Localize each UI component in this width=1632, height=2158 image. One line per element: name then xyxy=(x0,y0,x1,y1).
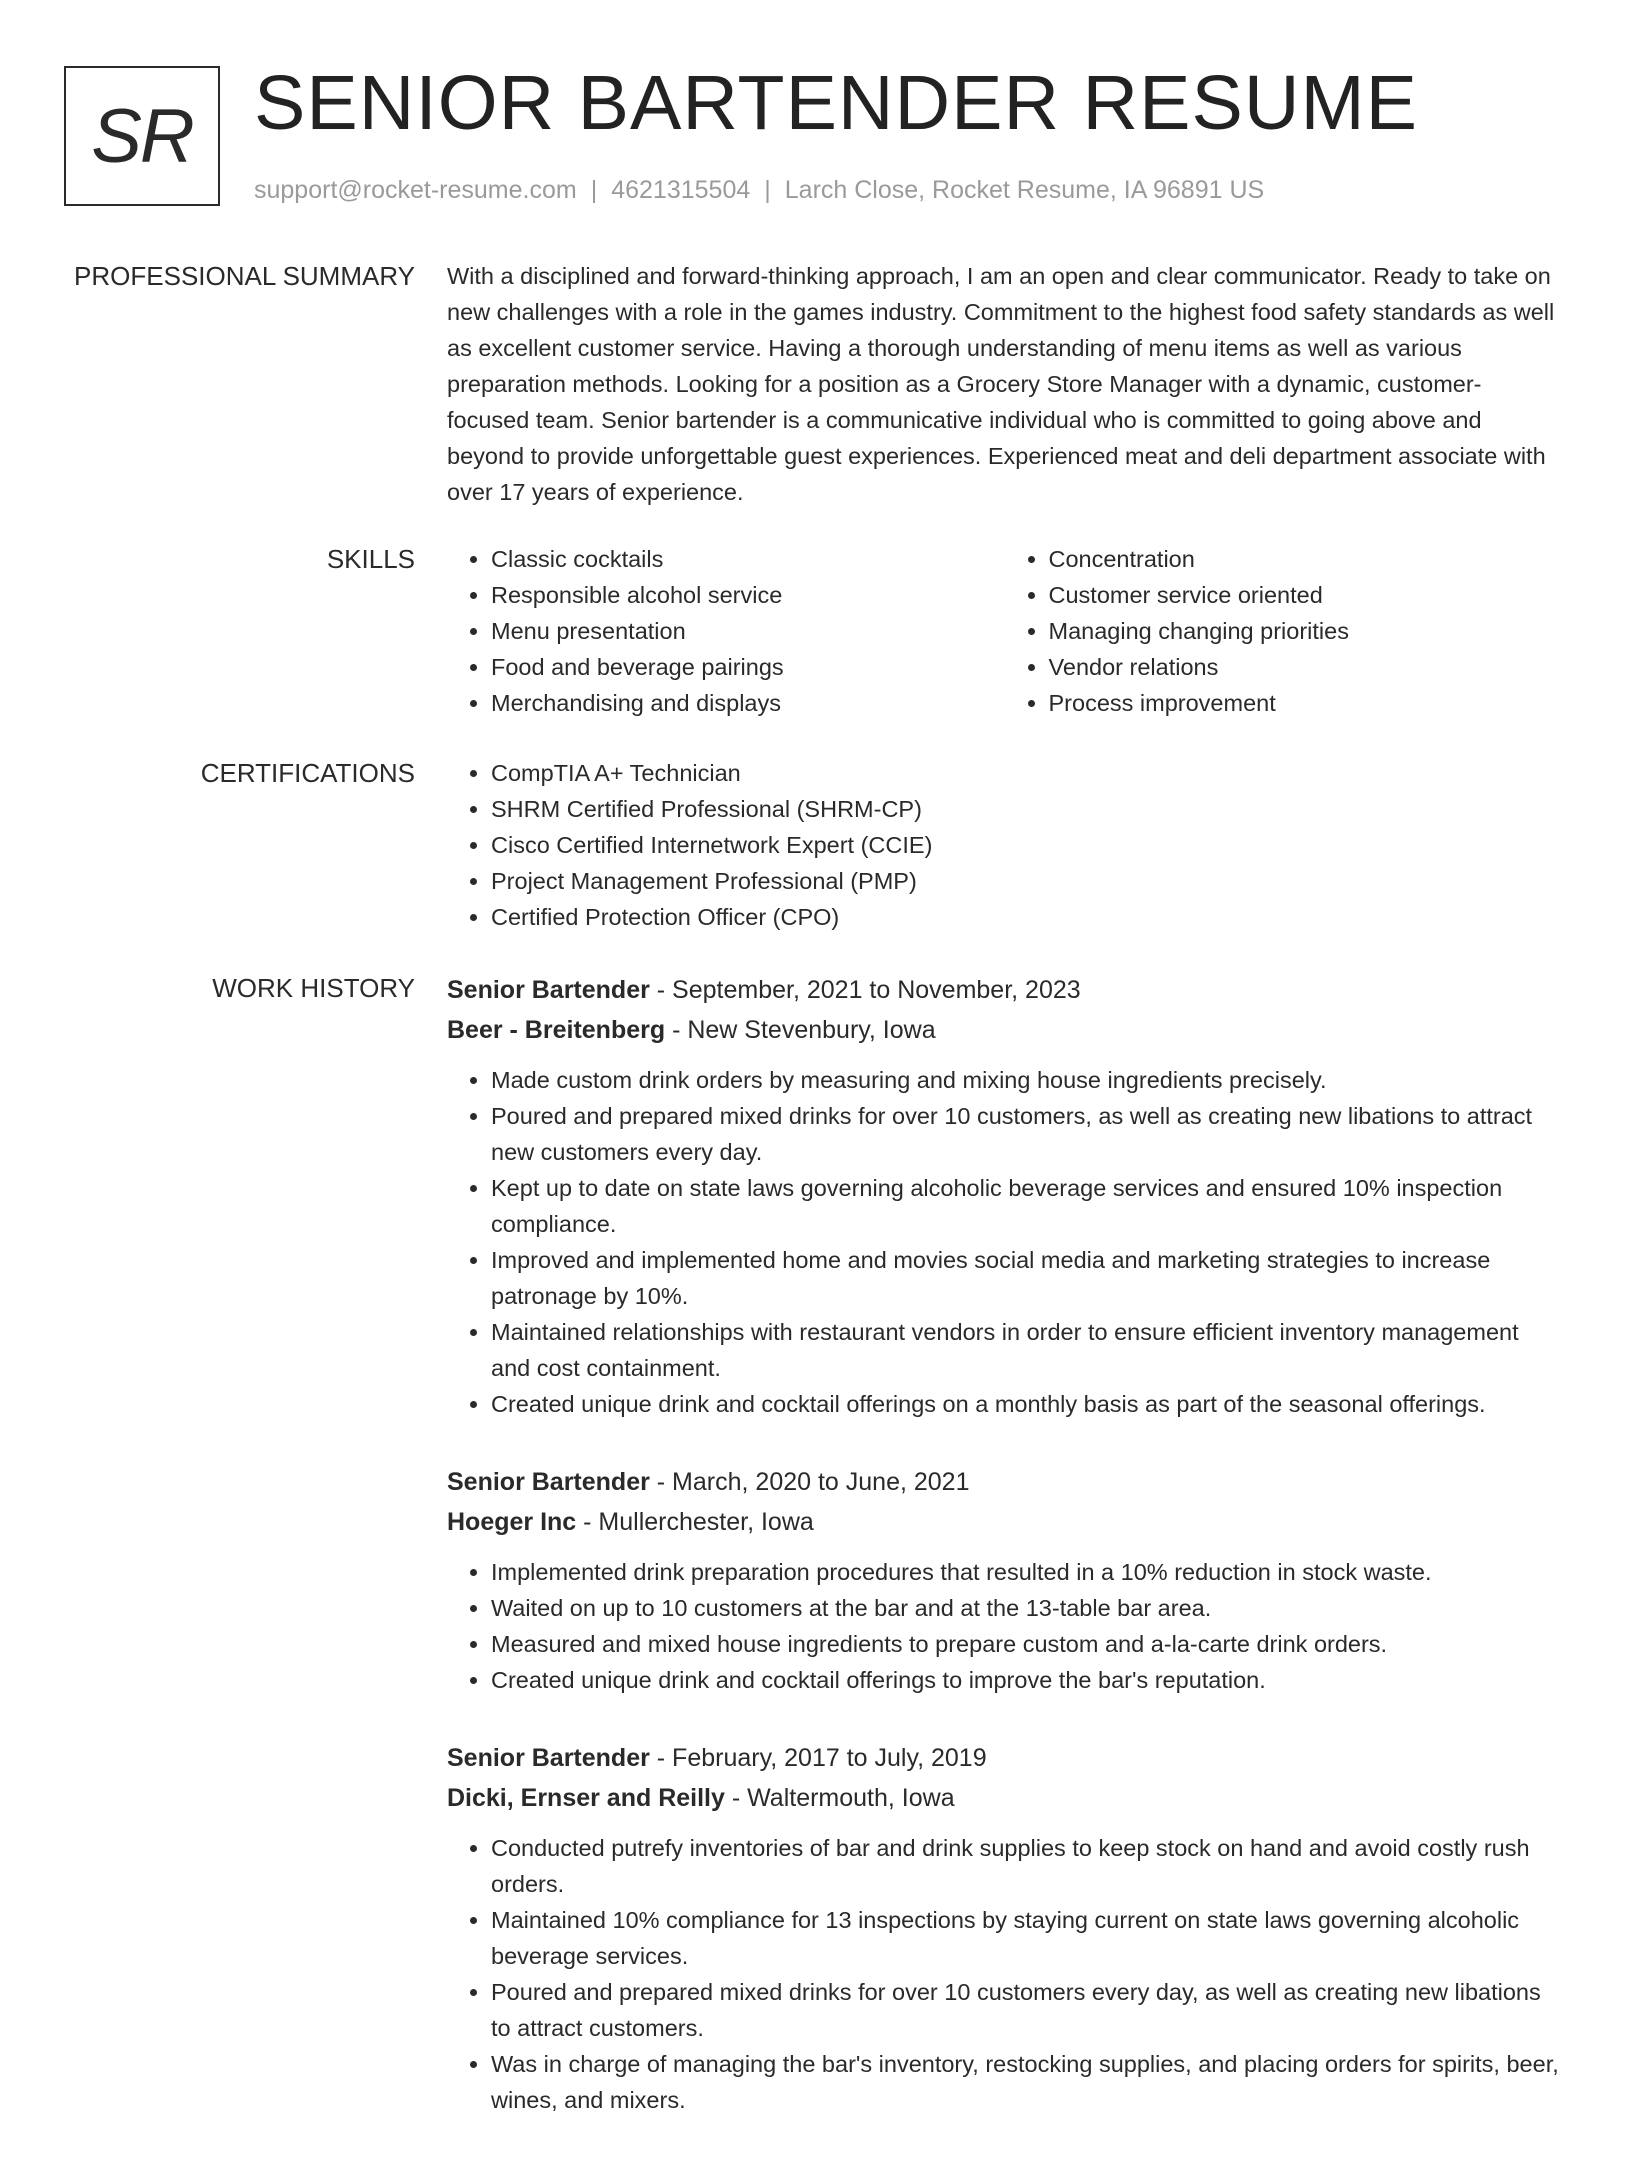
job-title-line xyxy=(447,970,1562,1010)
job-bullet: • Was in charge of managing the bar's inventory, restocking supplies, and placing orders for spirits, beer, wines, and mixers. xyxy=(491,2046,1562,2118)
job-bullet: • Implemented drink preparation procedures that resulted in a 10% reduction in stock waste. xyxy=(491,1554,1562,1590)
skill-item: • Vendor relations xyxy=(1049,649,1563,685)
certification-item: • CompTIA A+ Technician xyxy=(491,755,1562,791)
job-title-line xyxy=(447,1462,1562,1502)
section-label-certifications: CERTIFICATIONS xyxy=(200,758,415,788)
job-company: Hoeger Inc xyxy=(447,1508,577,1536)
monogram-logo: SR xyxy=(64,66,220,206)
section-label-summary: PROFESSIONAL SUMMARY xyxy=(74,261,415,291)
skill-item: • Merchandising and displays xyxy=(491,685,1005,721)
contact-address: Larch Close, Rocket Resume, IA 96891 US xyxy=(784,176,1265,204)
job-company: Dicki, Ernser and Reilly xyxy=(447,1784,725,1812)
job-bullet: • Maintained 10% compliance for 13 inspections by staying current on state laws governing alcoholic beverage services. xyxy=(491,1902,1562,1974)
job-company-line xyxy=(447,1778,1562,1818)
certification-item: • Project Management Professional (PMP) xyxy=(491,863,1562,899)
summary-text: With a disciplined and forward-thinking approach, I am an open and clear communicator. Ready to take on new challenges with a role in the games industry. Commitment to the highest food safety standards as well as excellent customer service. Having a thorough understanding of menu items as well as various preparation methods. Looking for a position as a Grocery Store Manager with a dynamic, customer-focused team. Senior bartender is a communicative individual who is committed to going above and beyond to provide unforgettable guest experiences. Experienced meat and deli department associate with over 17 years of experience. xyxy=(447,263,1555,505)
job-company-line xyxy=(447,1010,1562,1050)
job-bullet: • Measured and mixed house ingredients to prepare custom and a-la-carte drink orders. xyxy=(491,1626,1562,1662)
skill-item: • Process improvement xyxy=(1049,685,1563,721)
job-entry xyxy=(447,1738,1562,2118)
job-bullet: • Improved and implemented home and movies social media and marketing strategies to increase patronage by 10%. xyxy=(491,1242,1562,1314)
job-bullet: • Poured and prepared mixed drinks for over 10 customers every day, as well as creating new libations to attract customers. xyxy=(491,1974,1562,2046)
skills-list-left xyxy=(447,541,1005,721)
contact-line xyxy=(254,172,1264,208)
job-bullet: • Made custom drink orders by measuring and mixing house ingredients precisely. xyxy=(491,1062,1562,1098)
contact-separator: | xyxy=(764,176,771,204)
contact-separator: | xyxy=(590,176,598,204)
job-bullet: • Created unique drink and cocktail offerings on a monthly basis as part of the seasonal offerings. xyxy=(491,1386,1562,1422)
contact-phone[interactable]: 4621315504 xyxy=(611,176,751,204)
skill-item: • Customer service oriented xyxy=(1049,577,1563,613)
job-bullets xyxy=(447,1554,1562,1698)
job-location: - Mullerchester, Iowa xyxy=(576,1508,814,1536)
job-entry xyxy=(447,970,1562,1422)
job-title: Senior Bartender xyxy=(447,1744,650,1772)
page-title: SENIOR BARTENDER RESUME xyxy=(254,60,1418,146)
job-bullets xyxy=(447,1830,1562,2118)
skill-item: • Responsible alcohol service xyxy=(491,577,1005,613)
certification-item: • Certified Protection Officer (CPO) xyxy=(491,899,1562,935)
skill-item: • Menu presentation xyxy=(491,613,1005,649)
job-entry xyxy=(447,1462,1562,1698)
skill-item: • Concentration xyxy=(1049,541,1563,577)
job-bullet: • Kept up to date on state laws governing alcoholic beverage services and ensured 10% inspection compliance. xyxy=(491,1170,1562,1242)
job-company: Beer - Breitenberg xyxy=(447,1016,666,1044)
job-title: Senior Bartender xyxy=(447,976,650,1004)
job-dates: - March, 2020 to June, 2021 xyxy=(649,1468,970,1496)
skill-item: • Managing changing priorities xyxy=(1049,613,1563,649)
job-title-line xyxy=(447,1738,1562,1778)
job-bullet: • Poured and prepared mixed drinks for over 10 customers, as well as creating new libations to attract new customers every day. xyxy=(491,1098,1562,1170)
job-dates: - September, 2021 to November, 2023 xyxy=(649,976,1081,1004)
job-location: - Waltermouth, Iowa xyxy=(724,1784,955,1812)
job-dates: - February, 2017 to July, 2019 xyxy=(649,1744,987,1772)
job-bullets xyxy=(447,1062,1562,1422)
job-bullet: • Created unique drink and cocktail offerings to improve the bar's reputation. xyxy=(491,1662,1562,1698)
skills-list-right xyxy=(1005,541,1563,721)
certifications-list xyxy=(447,755,1562,935)
skill-item: • Classic cocktails xyxy=(491,541,1005,577)
job-title: Senior Bartender xyxy=(447,1468,650,1496)
contact-email[interactable]: support@rocket-resume.com xyxy=(254,176,577,204)
job-location: - New Stevenbury, Iowa xyxy=(665,1016,936,1044)
job-bullet: • Waited on up to 10 customers at the bar and at the 13-table bar area. xyxy=(491,1590,1562,1626)
skill-item: • Food and beverage pairings xyxy=(491,649,1005,685)
job-bullet: • Conducted putrefy inventories of bar and drink supplies to keep stock on hand and avoid costly rush orders. xyxy=(491,1830,1562,1902)
job-company-line xyxy=(447,1502,1562,1542)
certification-item: • SHRM Certified Professional (SHRM-CP) xyxy=(491,791,1562,827)
certification-item: • Cisco Certified Internetwork Expert (CCIE) xyxy=(491,827,1562,863)
job-bullet: • Maintained relationships with restaurant vendors in order to ensure efficient inventory management and cost containment. xyxy=(491,1314,1562,1386)
section-label-work-history: WORK HISTORY xyxy=(212,973,415,1003)
section-label-skills: SKILLS xyxy=(326,544,415,574)
